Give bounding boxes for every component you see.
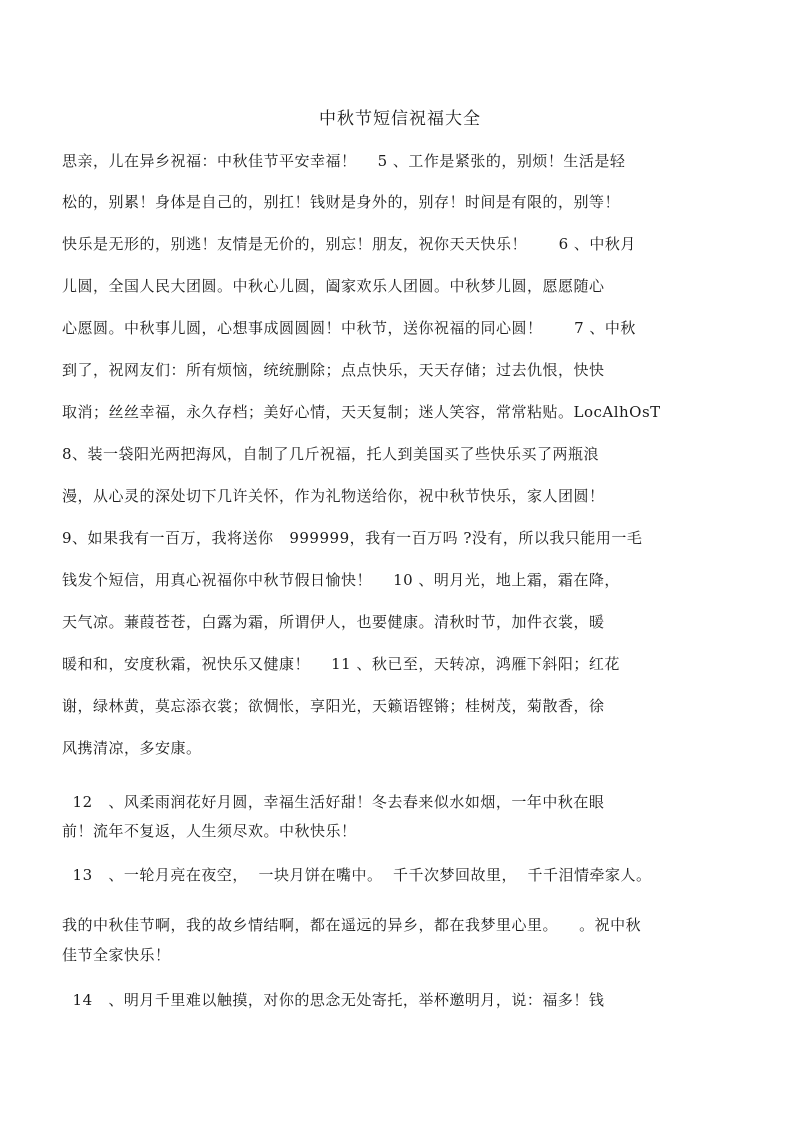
text-line: 天气凉。蒹葭苍苍，白露为霜，所谓伊人，也要健康。清秋时节，加件衣裳，暖	[62, 613, 605, 631]
text-line: 到了，祝网友们：所有烦恼，统统删除；点点快乐，天天存储；过去仇恨，快快	[62, 361, 605, 379]
text-line: 谢，绿林黄，莫忘添衣裳；欲惆怅，享阳光，天籁语铿锵；桂树茂，菊散香，徐	[62, 697, 605, 715]
text-line: 我的中秋佳节啊，我的故乡情结啊，都在遥远的异乡，都在我梦里心里。 。祝中秋	[62, 916, 642, 934]
text-line: 12 、风柔雨润花好月圆，幸福生活好甜！冬去春来似水如烟，一年中秋在眼	[62, 793, 605, 811]
text-line: 快乐是无形的，别逃！友情是无价的，别忘！朋友，祝你天天快乐！ 6 、中秋月	[62, 235, 636, 253]
text-line: 14 、明月千里难以触摸，对你的思念无处寄托，举杯邀明月，说：福多！钱	[62, 991, 605, 1009]
text-line: 前！流年不复返，人生须尽欢。中秋快乐！	[62, 822, 357, 840]
text-line: 9、如果我有一百万，我将送你 999999，我有一百万吗 ?没有，所以我只能用一毛	[62, 529, 643, 547]
text-line: 8、装一袋阳光两把海风，自制了几斤祝福，托人到美国买了些快乐买了两瓶浪	[62, 445, 600, 463]
text-line: 取消；丝丝幸福，永久存档；美好心情，天天复制；迷人笑容，常常粘贴。LocAlhOsT	[62, 403, 661, 421]
text-line: 心愿圆。中秋事儿圆，心想事成圆圆圆！中秋节，送你祝福的同心圆！ 7 、中秋	[62, 319, 636, 337]
text-line: 13 、一轮月亮在夜空， 一块月饼在嘴中。 千千次梦回故里， 千千泪情牵家人。	[62, 866, 652, 884]
text-line: 儿圆，全国人民大团圆。中秋心儿圆，阖家欢乐人团圆。中秋梦儿圆，愿愿随心	[62, 277, 605, 295]
text-line: 钱发个短信，用真心祝福你中秋节假日愉快！ 10 、明月光，地上霜，霜在降，	[62, 571, 620, 589]
text-line: 风携清凉，多安康。	[62, 739, 202, 757]
text-line: 佳节全家快乐！	[62, 946, 171, 964]
text-line: 漫，从心灵的深处切下几许关怀，作为礼物送给你，祝中秋节快乐，家人团圆！	[62, 487, 605, 505]
text-line: 思亲，儿在异乡祝福：中秋佳节平安幸福！ 5 、工作是紧张的，别烦！生活是轻	[62, 152, 626, 170]
text-line: 暖和和，安度秋霜，祝快乐又健康！ 11 、秋已至，天转凉，鸿雁下斜阳；红花	[62, 655, 620, 673]
document-title: 中秋节短信祝福大全	[319, 109, 481, 129]
text-line: 松的，别累！身体是自己的，别扛！钱财是身外的，别存！时间是有限的，别等！	[62, 193, 621, 211]
